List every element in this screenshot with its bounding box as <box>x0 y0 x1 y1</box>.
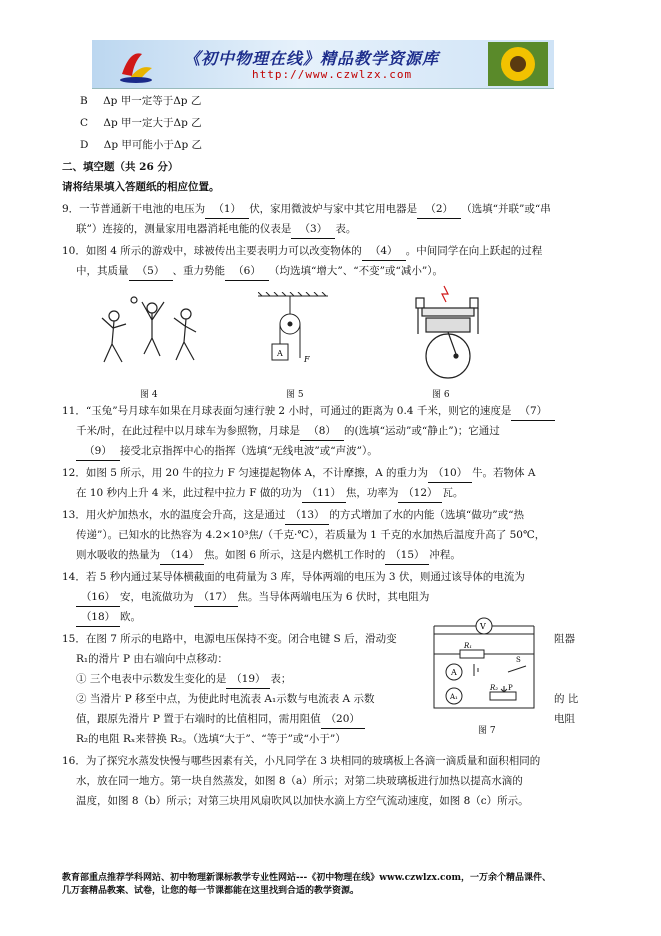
fig5-label-f: F <box>304 355 310 364</box>
answer-blank[interactable]: （14） <box>160 546 204 565</box>
section-heading: 二、填空题（共 26 分） <box>62 161 179 173</box>
q10-line2: 中，其质量 （5） 、重力势能 （6） （均选填“增大”、“不变”或“减小”）。 <box>76 262 443 281</box>
figure-4-label: 图 4 <box>140 390 158 400</box>
answer-blank[interactable]: （11） <box>302 484 346 503</box>
q16-line2: 水，放在同一地方。第一块自然蒸发，如图 8（a）所示；对第二块玻璃板进行加热以提高水滴的 <box>76 775 523 787</box>
fig5-label-a: A <box>277 349 283 358</box>
q15-line6: R₂的电阻 Rₓ来替换 R₂。（选填“大于”、“等于”或“小于”） <box>76 733 346 745</box>
answer-blank[interactable]: （19） <box>226 670 270 689</box>
answer-blank[interactable]: （7） <box>511 402 555 421</box>
section-instruction: 请将结果填入答题纸的相应位置。 <box>62 181 220 193</box>
footer-line-1: 教育部重点推荐学科网站、初中物理新课标教学专业性网站---《初中物理在线》www.czwlzx.com，一万余个精品课件、 <box>62 873 552 883</box>
answer-blank[interactable]: （3） <box>291 220 335 239</box>
answer-blank[interactable]: （4） <box>362 242 406 261</box>
option-text: Δp 甲一定大于Δp 乙 <box>103 117 202 129</box>
option-d <box>80 136 202 154</box>
answer-blank[interactable]: （5） <box>129 262 173 281</box>
q10-line1: 10．如图 4 所示的游戏中，球被传出主要表明力可以改变物体的 （4） 。中间同学在向上跃起的过程 <box>62 242 542 261</box>
figure-7-label: 图 7 <box>478 726 496 736</box>
q15-line1-tail: 阻器 <box>554 633 575 645</box>
banner-title: 《初中物理在线》精品教学资源库 <box>184 49 440 68</box>
q13-line1: 13．用火炉加热水，水的温度会升高，这是通过 （13） 的方式增加了水的内能（选填“做功”或“热 <box>62 506 524 525</box>
answer-blank[interactable]: （18） <box>76 608 120 627</box>
header-banner <box>92 40 554 89</box>
q9-line2: 联”）连接的，测量家用电器消耗电能的仪表是 （3） 表。 <box>76 220 356 239</box>
q16-line1: 16．为了探究水蒸发快慢与哪些因素有关，小凡同学在 3 块相同的玻璃板上各滴一滴质量和面积相同的 <box>62 755 541 767</box>
figure-5-label: 图 5 <box>286 390 304 400</box>
q15-line2: R₁的滑片 P 由右端向中点移动： <box>76 653 228 665</box>
option-letter: B <box>80 95 88 107</box>
figure-4-ball-game <box>96 288 206 378</box>
q16-line3: 温度，如图 8（b）所示；对第三块用风扇吹风以加快水滴上方空气流动速度，如图 8（c）所示。 <box>76 795 529 807</box>
q15-line5-tail: 电阻 <box>554 713 575 725</box>
q12-line1: 12．如图 5 所示，用 20 牛的拉力 F 匀速提起物体 A，不计摩擦，A 的重力为 （10） 牛。若物体 A <box>62 464 535 483</box>
q11-line1: 11．“玉兔”号月球车如果在月球表面匀速行驶 2 小时，可通过的距离为 0.4 千米，则它的速度是 （7） <box>62 402 555 421</box>
q9-line1: 9．一节普通新干电池的电压为 （1） 伏，家用微波炉与家中其它用电器是 （2） （选填“并联”或“串 <box>62 200 551 219</box>
answer-blank[interactable]: （9） <box>76 442 120 461</box>
option-letter: C <box>80 117 89 129</box>
q15-line5: 值，跟原先滑片 P 置于右端时的比值相同，需用阻值 （20） <box>76 710 365 729</box>
q11-line3: （9） 接受北京指挥中心的指挥（选填“无线电波”或“声波”）。 <box>76 442 378 461</box>
option-text: Δp 甲一定等于Δp 乙 <box>103 95 202 107</box>
answer-blank[interactable]: （20） <box>321 710 365 729</box>
answer-blank[interactable]: （12） <box>398 484 442 503</box>
site-logo-icon <box>116 44 156 84</box>
sunflower-icon <box>488 42 548 86</box>
q15-line1: 15．在图 7 所示的电路中，电源电压保持不变。闭合电键 S 后，滑动变 <box>62 633 397 645</box>
q15-line4-tail: 的 比 <box>554 693 579 705</box>
figure-5-pulley <box>258 292 328 382</box>
option-c <box>80 114 202 132</box>
option-letter: D <box>80 139 89 151</box>
answer-blank[interactable]: （16） <box>76 588 120 607</box>
banner-url[interactable]: http://www.czwlzx.com <box>252 68 413 81</box>
answer-blank[interactable]: （8） <box>300 422 344 441</box>
q13-line3: 则水吸收的热量为 （14） 焦。如图 6 所示，这是内燃机工作时的 （15） 冲程。 <box>76 546 461 565</box>
circuit-label: A₁ <box>450 693 458 701</box>
q15-line3: ① 三个电表中示数发生变化的是 （19） 表； <box>76 670 291 689</box>
q15-line4: ② 当滑片 P 移至中点，为使此时电流表 A₁示数与电流表 A 示数 <box>76 693 375 705</box>
q11-line2: 千米/时，在此过程中以月球车为参照物，月球是 （8） 的(选填“运动”或“静止”)；它通过 <box>76 422 500 441</box>
answer-blank[interactable]: （13） <box>285 506 329 525</box>
option-b <box>80 92 201 110</box>
q13-line2: 传递”）。已知水的比热容为 4.2×10³焦/（千克·℃），若质量为 1 千克的水加热后温度升高了 50℃， <box>76 529 546 541</box>
circuit-label: R₂ <box>490 684 499 692</box>
figure-6-engine <box>408 284 488 384</box>
answer-blank[interactable]: （1） <box>205 200 249 219</box>
circuit-label: A <box>451 668 457 677</box>
answer-blank[interactable]: （6） <box>225 262 269 281</box>
footer-note <box>62 872 602 898</box>
circuit-label: P <box>508 684 513 692</box>
q14-line3: （18） 欧。 <box>76 608 141 627</box>
q12-line2: 在 10 秒内上升 4 米，此过程中拉力 F 做的功为 （11） 焦，功率为 （12） 瓦。 <box>76 484 463 503</box>
circuit-label: R₁ <box>464 642 473 650</box>
answer-blank[interactable]: （10） <box>428 464 472 483</box>
q14-line2: （16） 安，电流做功为 （17） 焦。当导体两端电压为 6 伏时，其电阻为 <box>76 588 429 607</box>
answer-blank[interactable]: （17） <box>194 588 238 607</box>
answer-blank[interactable]: （15） <box>385 546 429 565</box>
circuit-label: S <box>516 656 521 664</box>
answer-blank[interactable]: （2） <box>417 200 461 219</box>
footer-line-2: 几万套精品教案、试卷，让您的每一节课都能在这里找到合适的教学资源。 <box>62 886 360 896</box>
figure-7-circuit <box>424 616 542 718</box>
figure-6-label: 图 6 <box>432 390 450 400</box>
option-text: Δp 甲可能小于Δp 乙 <box>103 139 203 151</box>
circuit-label: V <box>480 622 486 631</box>
q14-line1: 14．若 5 秒内通过某导体横截面的电荷量为 3 库，导体两端的电压为 3 伏，则通过该导体的电流为 <box>62 571 525 583</box>
